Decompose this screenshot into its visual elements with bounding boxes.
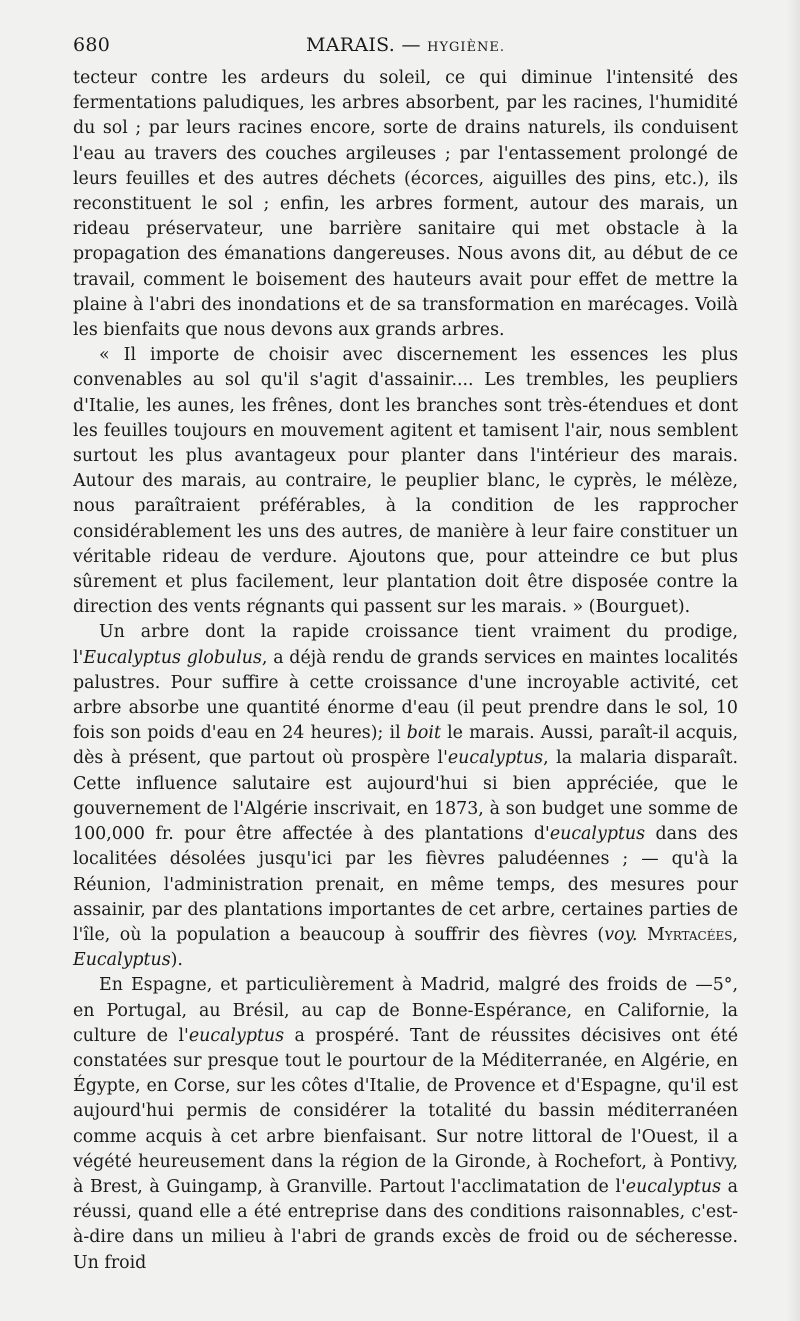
running-title [73,34,738,56]
italic-run: voy. [604,924,638,945]
italic-run: eucalyptus [549,824,646,845]
text-run [638,925,647,945]
running-title-dash: — [401,34,421,56]
body-text [73,66,738,1276]
page-header [73,28,738,58]
text-run: Un arbre dont la rapide croissance tient vraiment du prodige, l' [73,622,738,668]
text-run: ). [170,950,183,971]
page-number: 680 [73,34,111,56]
italic-run: Eucalyptus globulus [83,647,262,668]
cross-reference: Myrtacées [646,924,733,945]
text-run: , [732,924,739,945]
italic-run: eucalyptus [447,748,544,769]
italic-run: eucalyptus [625,1176,722,1197]
italic-run: boit [406,723,441,744]
running-title-section: HYGIÈNE. [427,40,506,55]
paragraph-eucalyptus [73,620,738,973]
text-run: , a déjà rendu de grands services en maintes localités palustres. Pour suffire à cette croissance d'une incroyable activité, cet arbre absorbe une quantité énorme d'eau (il peut prendre dans le sol, 10 fois son poids d'eau en 24 heures); il [73,647,739,744]
paragraph-continuation: tecteur contre les ardeurs du soleil, ce qui diminue l'intensité des fermentations paludiques, les arbres absorbent, par les racines, l'humidité du sol ; par leurs racines encore, sorte de drains naturels, ils conduisent l'eau au travers des couches argileuses ; par l'entassement prolongé de leurs feuilles et des autres déchets (écorces, aiguilles des pins, etc.), ils reconstituent le sol ; enfin, les arbres forment, autour des marais, un rideau préservateur, une barrière sanitaire qui met obstacle à la propagation des émanations dangereuses. Nous avons dit, au début de ce travail, comment le boisement des hauteurs avait pour effet de mettre la plaine à l'abri des inondations et de sa transformation en marécages. Voilà les bienfaits que nous devons aux grands arbres. [73,68,738,341]
text-run: a réussi, quand elle a été entreprise dans des conditions raisonnables, c'est-à-dire dans un milieu à l'abri de grands excès de froid ou de sécheresse. Un froid [73,1176,738,1273]
text-run: En Espagne, et particulièrement à Madrid, malgré des froids de —5°, en Portugal, au Brésil, au cap de Bonne-Espérance, en Californie, la culture de l' [73,975,738,1046]
paragraph-spain [73,973,738,1275]
running-title-main: MARAIS. [305,34,396,56]
italic-run: eucalyptus [188,1025,285,1046]
text-run: a prospéré. Tant de réussites décisives ont été constatées sur presque tout le pourtour de la Méditerranée, en Algérie, en Égypte, en Corse, sur les côtes d'Italie, de Provence et d'Espagne, qu'il est aujourd'hui permis de considérer la totalité du bassin méditerranéen comme acquis à cet arbre bienfaisant. Sur notre littoral de l'Ouest, il a végété heureusement dans la région de la Gironde, à Rochefort, à Pontivy, à Brest, à Guingamp, à Granville. Partout l'acclimatation de l' [73,1025,738,1197]
text-run: dans des localitées désolées jusqu'ici par les fièvres paludéennes ; — qu'à la Réunion, l'administration prenait, en même temps, des mesures pour assainir, par des plantations importantes de cet arbre, certaines parties de l'île, où la population a beaucoup à souffrir des fièvres ( [73,824,738,945]
text-run: , la malaria disparaît. Cette influence salutaire est aujourd'hui si bien appréciée, que le gouvernement de l'Algérie inscrivait, en 1873, à son budget une somme de 100,000 fr. pour être affectée à des plantations d' [73,748,738,845]
italic-run: Eucalyptus [73,950,171,971]
paragraph-quotation: « Il importe de choisir avec discernement les essences les plus convenables au sol qu'il s'agit d'assainir.... Les trembles, les peupliers d'Italie, les aunes, les frênes, dont les branches sont très-étendues et dont les feuilles toujours en mouvement agitent et tamisent l'air, nous semblent surtout les plus avantageux pour planter dans l'intérieur des marais. Autour des marais, au contraire, le peuplier blanc, le cyprès, le mélèze, nous paraîtraient préférables, à la condition de les rapprocher considérablement les uns des autres, de manière à leur faire constituer un véritable rideau de verdure. Ajoutons que, pour atteindre ce but plus sûrement et plus facilement, leur plantation doit être disposée contre la direction des vents régnants qui passent sur les marais. » (Bourguet). [73,345,738,618]
text-run: le marais. Aussi, paraît-il acquis, dès à présent, que partout où prospère l' [73,723,738,769]
